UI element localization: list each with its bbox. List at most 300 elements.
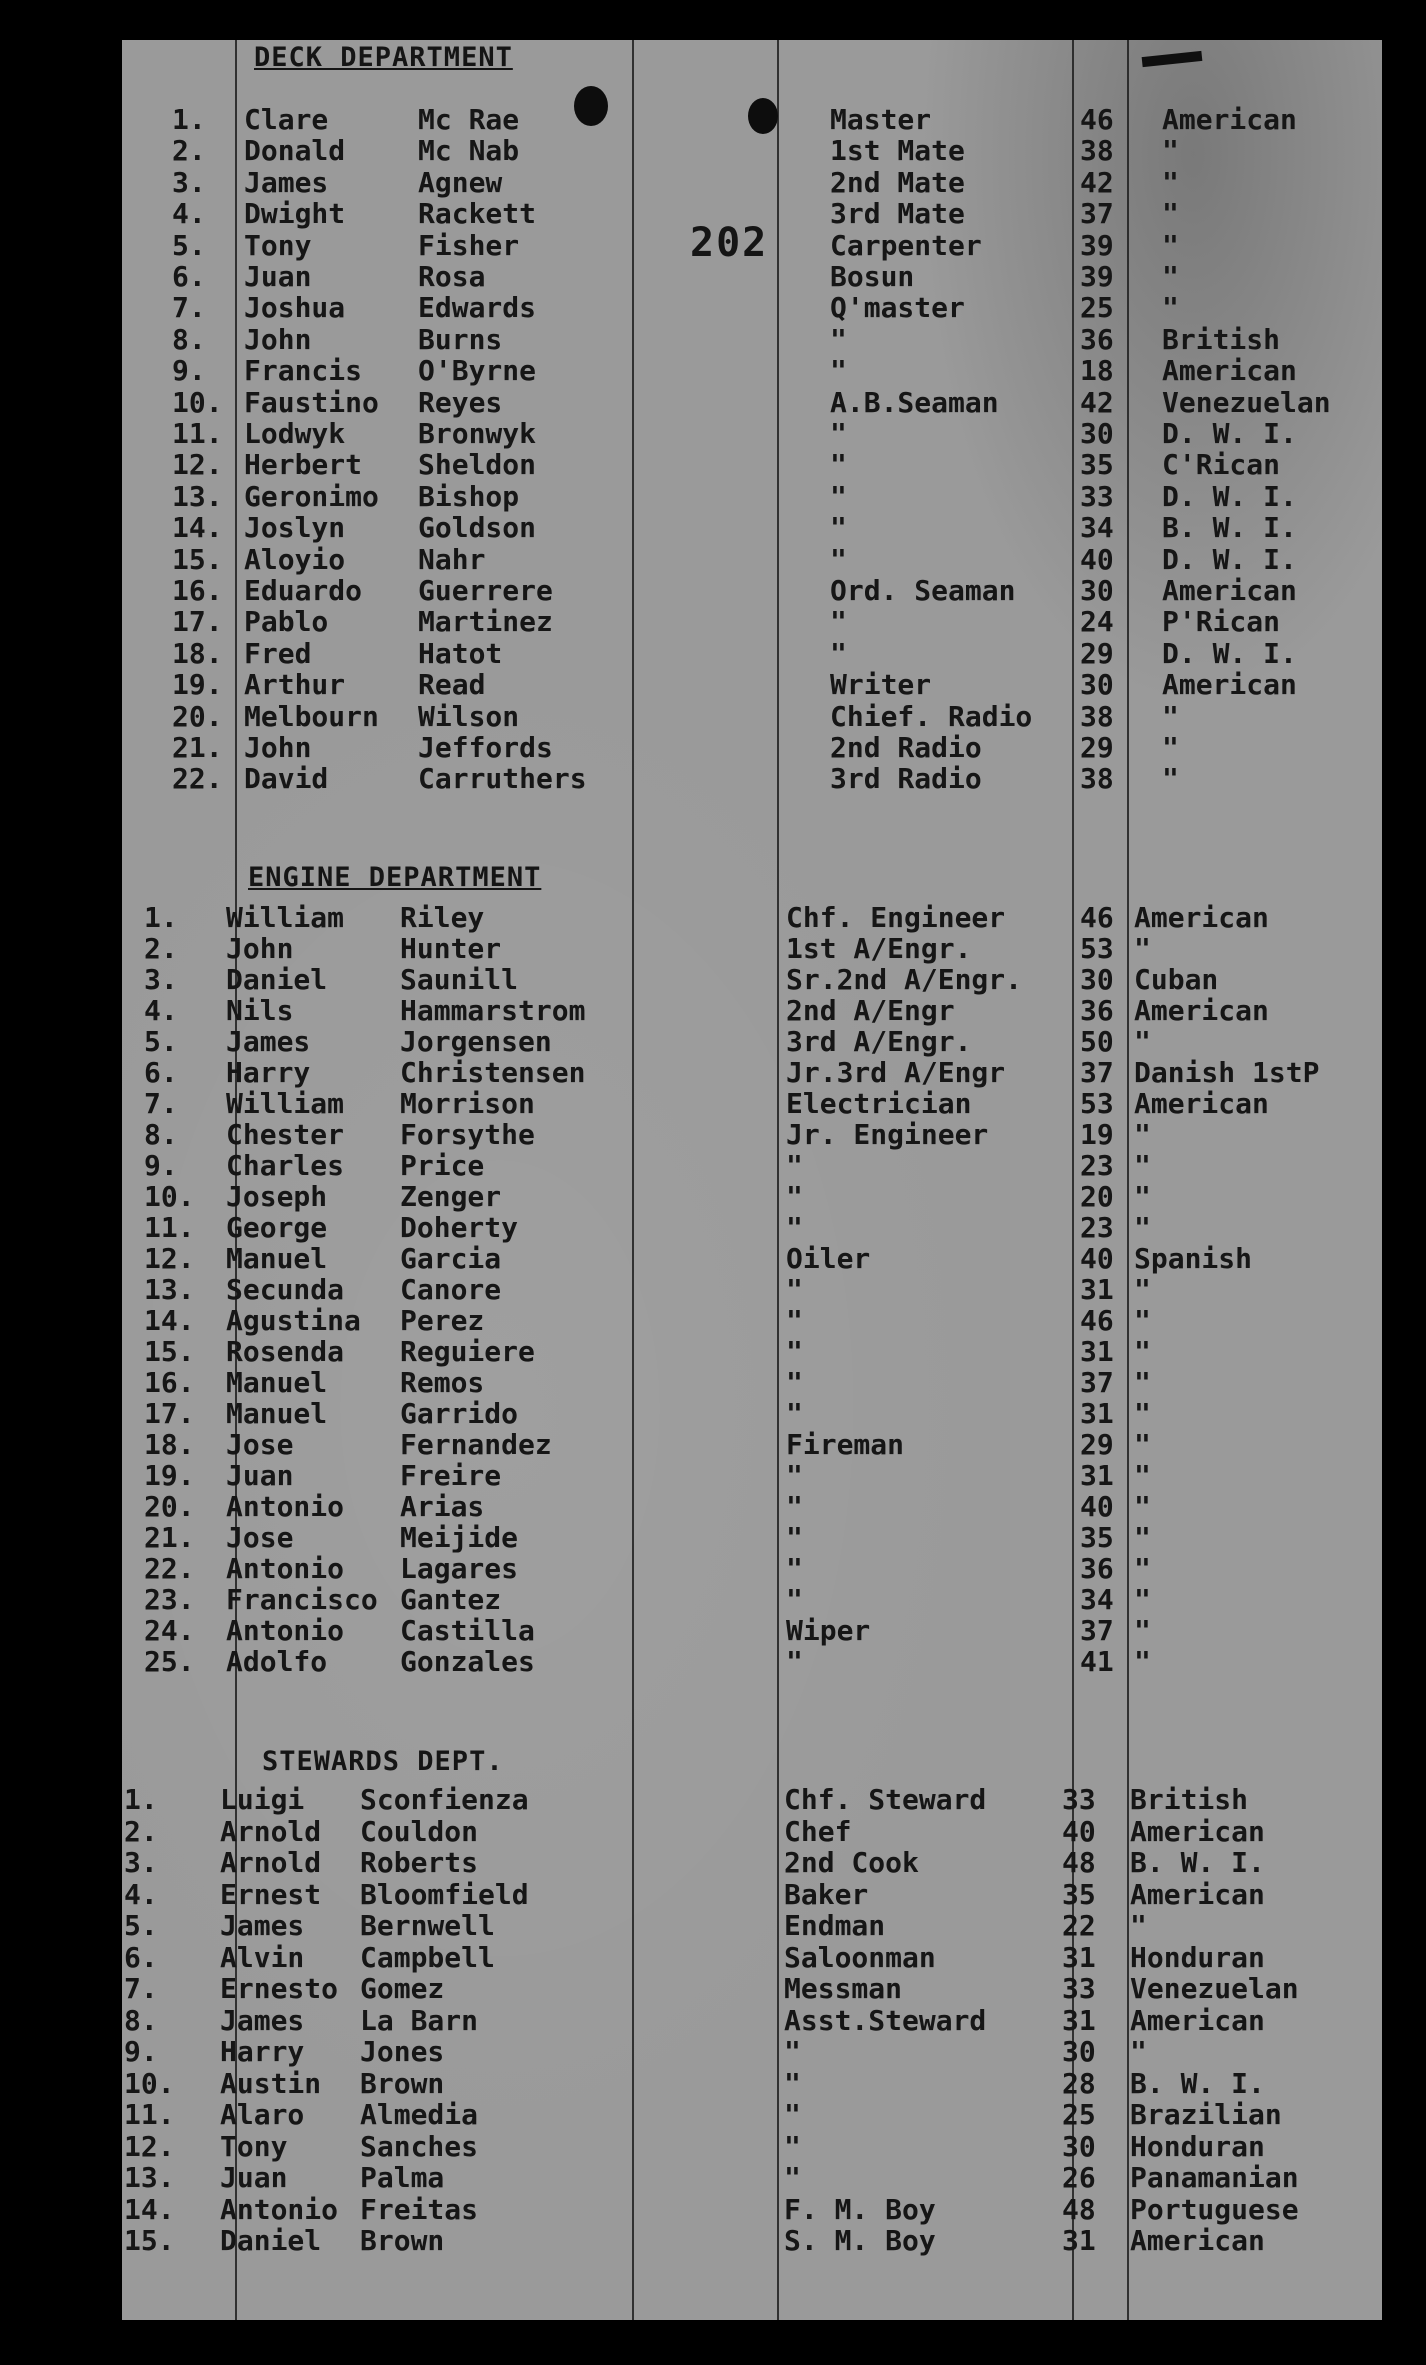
crew-number: 14. xyxy=(144,1304,195,1337)
last-name: Arias xyxy=(400,1490,485,1523)
crew-number: 10. xyxy=(144,1180,195,1213)
last-name: Perez xyxy=(400,1304,485,1337)
first-name: Clare xyxy=(244,103,329,136)
crew-number: 11. xyxy=(124,2098,175,2131)
nationality: Portuguese xyxy=(1130,2192,1299,2226)
position: 1st Mate xyxy=(830,134,965,168)
first-name: George xyxy=(226,1211,328,1244)
age: 53 xyxy=(1080,932,1114,965)
last-name: Mc Nab xyxy=(418,134,520,168)
last-name: Campbell xyxy=(360,1940,495,1974)
nationality: British xyxy=(1130,1783,1249,1816)
position: " xyxy=(784,2066,801,2100)
position: " xyxy=(786,1490,803,1523)
last-name: Meijide xyxy=(400,1521,519,1554)
nationality: " xyxy=(1134,1521,1151,1554)
last-name: Canore xyxy=(400,1273,502,1306)
age: 18 xyxy=(1080,354,1114,388)
crew-number: 24. xyxy=(144,1614,195,1647)
age: 28 xyxy=(1062,2066,1096,2100)
position: Chf. Engineer xyxy=(786,901,1006,934)
last-name: Agnew xyxy=(418,165,503,199)
nationality: D. W. I. xyxy=(1162,417,1297,450)
nationality: " xyxy=(1134,932,1151,965)
age: 39 xyxy=(1080,228,1114,262)
nationality: " xyxy=(1162,165,1179,199)
crew-number: 11. xyxy=(144,1211,195,1244)
last-name: Zenger xyxy=(400,1180,502,1213)
first-name: Joseph xyxy=(226,1180,328,1213)
crew-number: 18. xyxy=(144,1428,195,1461)
crew-number: 13. xyxy=(124,2161,175,2194)
position: Fireman xyxy=(786,1428,905,1461)
age: 38 xyxy=(1080,134,1114,168)
nationality: " xyxy=(1134,1304,1151,1337)
first-name: Manuel xyxy=(226,1366,328,1399)
department-heading: ENGINE DEPARTMENT xyxy=(248,862,542,893)
age: 37 xyxy=(1080,197,1114,231)
crew-number: 1. xyxy=(144,901,178,934)
nationality: " xyxy=(1134,1149,1151,1182)
crew-number: 8. xyxy=(172,322,206,356)
last-name: Morrison xyxy=(400,1087,535,1120)
nationality: " xyxy=(1134,1335,1151,1368)
first-name: William xyxy=(226,901,345,934)
position: Chf. Steward xyxy=(784,1783,987,1816)
first-name: Charles xyxy=(226,1149,345,1182)
last-name: Hatot xyxy=(418,636,503,670)
first-name: Fred xyxy=(244,636,312,670)
position: " xyxy=(786,1180,803,1213)
age: 31 xyxy=(1062,2224,1096,2257)
crew-number: 8. xyxy=(144,1118,178,1151)
nationality: " xyxy=(1134,1459,1151,1492)
age: 36 xyxy=(1080,322,1114,356)
crew-number: 14. xyxy=(124,2192,175,2226)
position: Wiper xyxy=(786,1614,871,1647)
last-name: Sheldon xyxy=(418,448,537,482)
crew-number: 20. xyxy=(172,699,223,733)
nationality: Cuban xyxy=(1134,963,1219,996)
age: 34 xyxy=(1080,511,1114,545)
nationality: C'Rican xyxy=(1162,448,1281,482)
crew-number: 19. xyxy=(172,668,223,702)
age: 46 xyxy=(1080,901,1114,934)
nationality: " xyxy=(1134,1552,1151,1585)
last-name: Hammarstrom xyxy=(400,994,586,1027)
first-name: Pablo xyxy=(244,605,329,639)
first-name: Juan xyxy=(220,2161,288,2194)
first-name: Harry xyxy=(220,2035,305,2068)
age: 31 xyxy=(1080,1397,1114,1430)
department-heading: DECK DEPARTMENT xyxy=(254,42,513,73)
first-name: Francisco xyxy=(226,1583,378,1616)
crew-number: 6. xyxy=(172,260,206,293)
position: Sr.2nd A/Engr. xyxy=(786,963,1023,996)
age: 35 xyxy=(1080,448,1114,482)
crew-number: 3. xyxy=(124,1846,158,1879)
last-name: Gomez xyxy=(360,1972,445,2005)
age: 26 xyxy=(1062,2161,1096,2194)
nationality: American xyxy=(1130,1877,1265,1911)
punch-hole xyxy=(574,86,608,126)
position: A.B.Seaman xyxy=(830,385,999,419)
nationality: " xyxy=(1134,1273,1151,1306)
last-name: Sconfienza xyxy=(360,1783,529,1816)
first-name: Antonio xyxy=(220,2192,339,2226)
position: " xyxy=(784,2161,801,2194)
last-name: Reguiere xyxy=(400,1335,535,1368)
nationality: American xyxy=(1162,103,1297,136)
position: Master xyxy=(830,103,932,136)
age: 42 xyxy=(1080,385,1114,419)
first-name: Melbourn xyxy=(244,699,379,733)
first-name: William xyxy=(226,1087,345,1120)
age: 48 xyxy=(1062,1846,1096,1879)
first-name: Dwight xyxy=(244,197,346,231)
first-name: Lodwyk xyxy=(244,417,346,450)
last-name: Bernwell xyxy=(360,1909,495,1942)
age: 34 xyxy=(1080,1583,1114,1616)
position: " xyxy=(830,636,847,670)
nationality: American xyxy=(1162,574,1297,607)
age: 31 xyxy=(1080,1459,1114,1492)
position: Jr.3rd A/Engr xyxy=(786,1056,1006,1089)
crew-number: 9. xyxy=(124,2035,158,2068)
position: " xyxy=(830,479,847,513)
last-name: Jorgensen xyxy=(400,1025,552,1058)
crew-number: 7. xyxy=(172,291,206,325)
column-rule-nationality xyxy=(1127,40,1129,2320)
nationality: " xyxy=(1162,699,1179,733)
age: 40 xyxy=(1080,1490,1114,1523)
position: " xyxy=(786,1304,803,1337)
position: 3rd Radio xyxy=(830,762,982,796)
age: 48 xyxy=(1062,2192,1096,2226)
first-name: Chester xyxy=(226,1118,345,1151)
age: 46 xyxy=(1080,103,1114,136)
position: " xyxy=(786,1552,803,1585)
position: " xyxy=(786,1366,803,1399)
position: " xyxy=(784,2129,801,2163)
last-name: Guerrere xyxy=(418,574,553,607)
last-name: Riley xyxy=(400,901,485,934)
crew-number: 1. xyxy=(172,103,206,136)
position: Oiler xyxy=(786,1242,871,1275)
nationality: B. W. I. xyxy=(1130,2066,1265,2100)
age: 30 xyxy=(1062,2035,1096,2068)
position: F. M. Boy xyxy=(784,2192,936,2226)
first-name: Secunda xyxy=(226,1273,345,1306)
last-name: Fisher xyxy=(418,228,520,262)
crew-number: 5. xyxy=(124,1909,158,1942)
nationality: " xyxy=(1134,1211,1151,1244)
age: 36 xyxy=(1080,1552,1114,1585)
age: 19 xyxy=(1080,1118,1114,1151)
position: " xyxy=(786,1521,803,1554)
age: 38 xyxy=(1080,762,1114,796)
crew-number: 22. xyxy=(144,1552,195,1585)
crew-number: 17. xyxy=(144,1397,195,1430)
age: 23 xyxy=(1080,1211,1114,1244)
last-name: Rackett xyxy=(418,197,537,231)
last-name: Christensen xyxy=(400,1056,586,1089)
nationality: P'Rican xyxy=(1162,605,1281,639)
nationality: " xyxy=(1130,2035,1147,2068)
age: 30 xyxy=(1080,963,1114,996)
nationality: American xyxy=(1130,1814,1265,1848)
nationality: B. W. I. xyxy=(1162,511,1297,545)
page-number: 202 xyxy=(690,220,769,266)
last-name: Bishop xyxy=(418,479,520,513)
age: 25 xyxy=(1062,2098,1096,2131)
first-name: Rosenda xyxy=(226,1335,345,1368)
last-name: Freire xyxy=(400,1459,502,1492)
nationality: Brazilian xyxy=(1130,2098,1282,2131)
crew-number: 15. xyxy=(124,2224,175,2257)
position: " xyxy=(786,1459,803,1492)
first-name: Eduardo xyxy=(244,574,363,607)
nationality: " xyxy=(1162,291,1179,325)
age: 29 xyxy=(1080,731,1114,764)
nationality: " xyxy=(1162,731,1179,764)
nationality: Panamanian xyxy=(1130,2161,1299,2194)
first-name: Harry xyxy=(226,1056,311,1089)
position: " xyxy=(830,448,847,482)
age: 23 xyxy=(1080,1149,1114,1182)
crew-number: 4. xyxy=(124,1877,158,1911)
age: 33 xyxy=(1062,1972,1096,2005)
position: Carpenter xyxy=(830,228,982,262)
crew-number: 5. xyxy=(172,228,206,262)
last-name: Goldson xyxy=(418,511,537,545)
last-name: Gonzales xyxy=(400,1645,535,1678)
position: " xyxy=(786,1211,803,1244)
position: " xyxy=(786,1273,803,1306)
position: 2nd A/Engr xyxy=(786,994,955,1027)
age: 37 xyxy=(1080,1366,1114,1399)
nationality: " xyxy=(1134,1583,1151,1616)
position: " xyxy=(830,511,847,545)
last-name: Jones xyxy=(360,2035,445,2068)
crew-number: 4. xyxy=(144,994,178,1027)
first-name: James xyxy=(220,2003,305,2037)
position: Asst.Steward xyxy=(784,2003,987,2037)
crew-number: 16. xyxy=(172,574,223,607)
column-rule-position xyxy=(777,40,779,2320)
first-name: Aloyio xyxy=(244,542,346,576)
first-name: James xyxy=(220,1909,305,1942)
last-name: Almedia xyxy=(360,2098,479,2131)
nationality: American xyxy=(1130,2224,1265,2257)
last-name: Garrido xyxy=(400,1397,519,1430)
last-name: Jeffords xyxy=(418,731,553,764)
position: " xyxy=(786,1645,803,1678)
last-name: Palma xyxy=(360,2161,445,2194)
position: Electrician xyxy=(786,1087,972,1120)
age: 31 xyxy=(1080,1273,1114,1306)
first-name: Herbert xyxy=(244,448,363,482)
position: " xyxy=(784,2098,801,2131)
crew-number: 25. xyxy=(144,1645,195,1678)
age: 50 xyxy=(1080,1025,1114,1058)
crew-number: 8. xyxy=(124,2003,158,2037)
age: 53 xyxy=(1080,1087,1114,1120)
first-name: Alaro xyxy=(220,2098,305,2131)
crew-number: 19. xyxy=(144,1459,195,1492)
position: " xyxy=(830,542,847,576)
first-name: Agustina xyxy=(226,1304,361,1337)
last-name: Rosa xyxy=(418,260,486,293)
nationality: " xyxy=(1162,228,1179,262)
age: 29 xyxy=(1080,636,1114,670)
last-name: Lagares xyxy=(400,1552,519,1585)
age: 38 xyxy=(1080,699,1114,733)
first-name: Manuel xyxy=(226,1242,328,1275)
crew-number: 2. xyxy=(144,932,178,965)
last-name: Reyes xyxy=(418,385,503,419)
age: 37 xyxy=(1080,1614,1114,1647)
last-name: Bloomfield xyxy=(360,1877,529,1911)
crew-number: 10. xyxy=(124,2066,175,2100)
position: " xyxy=(786,1149,803,1182)
last-name: Read xyxy=(418,668,486,702)
position: 3rd A/Engr. xyxy=(786,1025,972,1058)
position: Endman xyxy=(784,1909,886,1942)
last-name: Brown xyxy=(360,2224,445,2257)
first-name: Alvin xyxy=(220,1940,305,1974)
crew-number: 15. xyxy=(144,1335,195,1368)
age: 22 xyxy=(1062,1909,1096,1942)
position: 3rd Mate xyxy=(830,197,965,231)
nationality: " xyxy=(1134,1397,1151,1430)
last-name: Martinez xyxy=(418,605,553,639)
position: " xyxy=(830,322,847,356)
crew-number: 21. xyxy=(172,731,223,764)
last-name: Saunill xyxy=(400,963,519,996)
crew-number: 2. xyxy=(172,134,206,168)
age: 30 xyxy=(1062,2129,1096,2163)
last-name: Hunter xyxy=(400,932,502,965)
last-name: Nahr xyxy=(418,542,486,576)
position: Jr. Engineer xyxy=(786,1118,989,1151)
first-name: Joshua xyxy=(244,291,346,325)
tape-mark xyxy=(1142,51,1203,67)
first-name: Manuel xyxy=(226,1397,328,1430)
nationality: " xyxy=(1162,260,1179,293)
position: Messman xyxy=(784,1972,903,2005)
age: 30 xyxy=(1080,574,1114,607)
last-name: Carruthers xyxy=(418,762,587,796)
nationality: " xyxy=(1134,1025,1151,1058)
crew-number: 13. xyxy=(144,1273,195,1306)
nationality: Venezuelan xyxy=(1130,1972,1299,2005)
last-name: Remos xyxy=(400,1366,485,1399)
first-name: Ernesto xyxy=(220,1972,339,2005)
nationality: " xyxy=(1162,134,1179,168)
position: 2nd Cook xyxy=(784,1846,919,1879)
first-name: Donald xyxy=(244,134,346,168)
crew-list-sheet xyxy=(122,40,1382,2320)
first-name: Nils xyxy=(226,994,294,1027)
nationality: American xyxy=(1130,2003,1265,2037)
last-name: Castilla xyxy=(400,1614,535,1647)
last-name: Sanches xyxy=(360,2129,479,2163)
first-name: Juan xyxy=(226,1459,294,1492)
position: Writer xyxy=(830,668,932,702)
age: 41 xyxy=(1080,1645,1114,1678)
first-name: Tony xyxy=(220,2129,288,2163)
age: 39 xyxy=(1080,260,1114,293)
first-name: Antonio xyxy=(226,1552,345,1585)
age: 40 xyxy=(1080,1242,1114,1275)
column-rule-middle xyxy=(632,40,634,2320)
crew-number: 22. xyxy=(172,762,223,796)
age: 29 xyxy=(1080,1428,1114,1461)
age: 33 xyxy=(1062,1783,1096,1816)
crew-number: 4. xyxy=(172,197,206,231)
first-name: Ernest xyxy=(220,1877,322,1911)
crew-number: 12. xyxy=(144,1242,195,1275)
first-name: Jose xyxy=(226,1521,294,1554)
first-name: James xyxy=(244,165,329,199)
last-name: Brown xyxy=(360,2066,445,2100)
age: 20 xyxy=(1080,1180,1114,1213)
nationality: American xyxy=(1134,901,1269,934)
nationality: B. W. I. xyxy=(1130,1846,1265,1879)
crew-number: 6. xyxy=(144,1056,178,1089)
last-name: Roberts xyxy=(360,1846,479,1879)
crew-number: 23. xyxy=(144,1583,195,1616)
nationality: American xyxy=(1134,994,1269,1027)
nationality: Honduran xyxy=(1130,2129,1265,2163)
first-name: Daniel xyxy=(220,2224,322,2257)
crew-number: 9. xyxy=(144,1149,178,1182)
last-name: Freitas xyxy=(360,2192,479,2226)
crew-number: 6. xyxy=(124,1940,158,1974)
nationality: D. W. I. xyxy=(1162,542,1297,576)
crew-number: 16. xyxy=(144,1366,195,1399)
last-name: La Barn xyxy=(360,2003,479,2037)
position: Chief. Radio xyxy=(830,699,1033,733)
crew-number: 14. xyxy=(172,511,223,545)
nationality: Danish 1stP xyxy=(1134,1056,1320,1089)
position: Bosun xyxy=(830,260,915,293)
position: " xyxy=(786,1583,803,1616)
first-name: Arnold xyxy=(220,1846,322,1879)
crew-number: 12. xyxy=(124,2129,175,2163)
first-name: Juan xyxy=(244,260,312,293)
age: 40 xyxy=(1062,1814,1096,1848)
last-name: Garcia xyxy=(400,1242,502,1275)
position: " xyxy=(830,417,847,450)
nationality: " xyxy=(1162,197,1179,231)
position: 2nd Radio xyxy=(830,731,982,764)
last-name: Doherty xyxy=(400,1211,519,1244)
position: Q'master xyxy=(830,291,965,325)
first-name: Daniel xyxy=(226,963,328,996)
age: 25 xyxy=(1080,291,1114,325)
crew-number: 15. xyxy=(172,542,223,576)
position: " xyxy=(786,1397,803,1430)
position: 1st A/Engr. xyxy=(786,932,972,965)
first-name: John xyxy=(226,932,294,965)
nationality: " xyxy=(1134,1180,1151,1213)
crew-number: 13. xyxy=(172,479,223,513)
age: 35 xyxy=(1062,1877,1096,1911)
first-name: Jose xyxy=(226,1428,294,1461)
crew-number: 11. xyxy=(172,417,223,450)
